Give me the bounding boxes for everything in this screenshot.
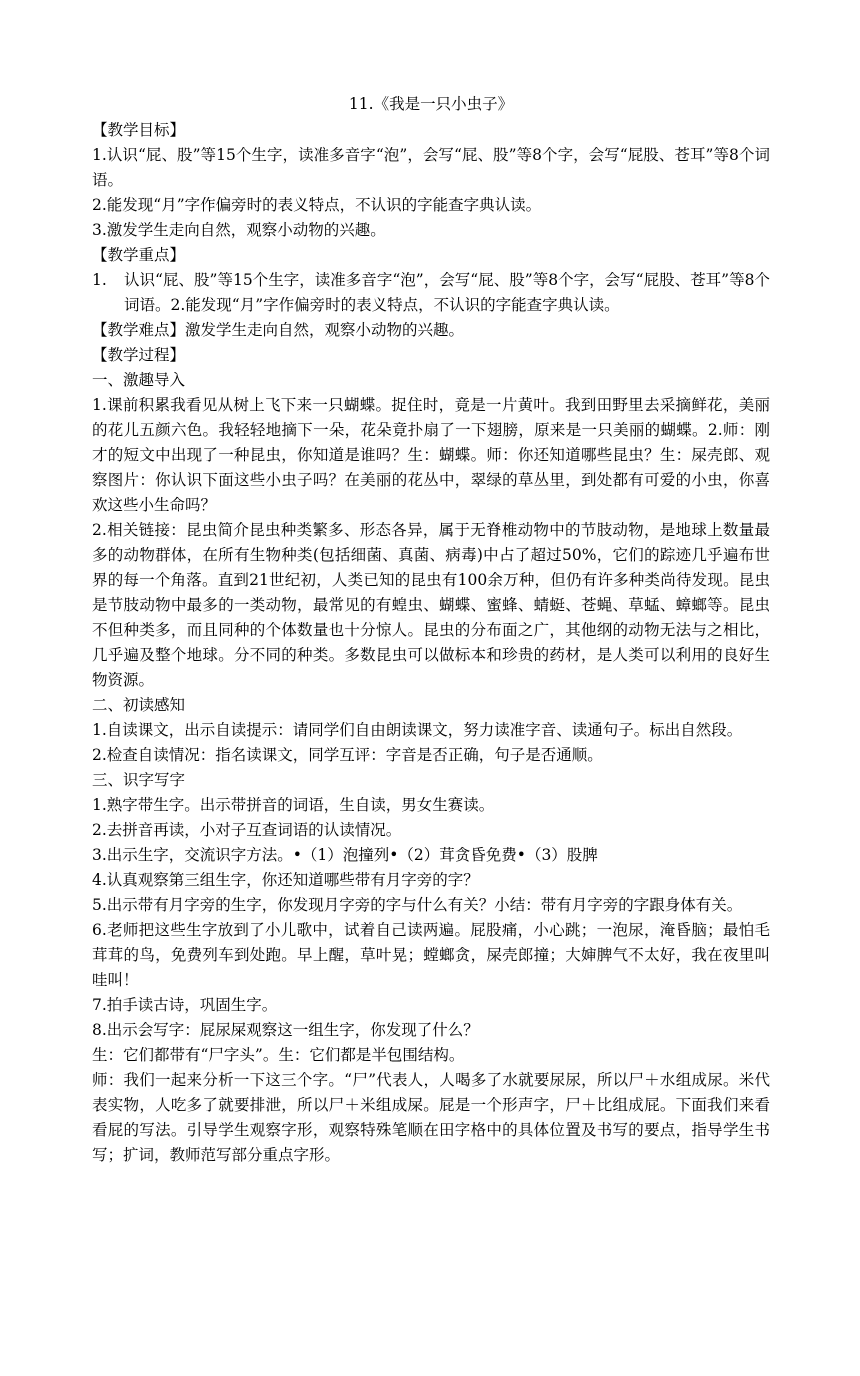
goal-item-2: 2.能发现“月”字作偏旁时的表义特点，不认识的字能查字典认读。 (92, 196, 542, 214)
goal-item-1: 1.认识“屁、股”等15个生字，读准多音字“泡”，会写“屁、股”等8个字，会写“屁股、苍耳”等8个词语。 (92, 146, 770, 189)
section-heading-1: 一、激趣导入 (92, 371, 186, 389)
difficulty-line (92, 318, 770, 343)
paragraph: 4.认真观察第三组生字，你还知道哪些带有月字旁的字？ (92, 871, 479, 889)
key-points-item (92, 268, 770, 318)
goal-item-3: 3.激发学生走向自然，观察小动物的兴趣。 (92, 221, 386, 239)
lesson-title: 11.《我是一只小虫子》 (348, 95, 514, 113)
paragraph: 8.出示会写字：屁尿屎观察这一组生字，你发现了什么？ (92, 1021, 479, 1039)
key-points-text: 认识“屁、股”等15个生字，读准多音字“泡”，会写“屁、股”等8个字，会写“屁股、苍耳”等8个词语。2.能发现“月”字作偏旁时的表义特点，不认识的字能查字典认读。 (124, 271, 770, 314)
section-heading-2: 二、初读感知 (92, 696, 186, 714)
paragraph: 2.检查自读情况：指名读课文，同学互评：字音是否正确，句子是否通顺。 (92, 746, 603, 764)
paragraph: 2.相关链接：昆虫简介昆虫种类繁多、形态各异，属于无脊椎动物中的节肢动物，是地球上数量最多的动物群体，在所有生物种类(包括细菌、真菌、病毒)中占了超过50%，它们的踪迹几乎遍布世界的每一个角落。直到21世纪初，人类已知的昆虫有100余万种，但仍有许多种类尚待发现。昆虫是节肢动物中最多的一类动物，最常见的有蝗虫、蝴蝶、蜜蜂、蜻蜓、苍蝇、草蜢、蟑螂等。昆虫不但种类多，而且同种的个体数量也十分惊人。昆虫的分布面之广，其他纲的动物无法与之相比，几乎遍及整个地球。分不同的种类。多数昆虫可以做标本和珍贵的药材，是人类可以利用的良好生物资源。 (92, 521, 770, 689)
key-points-heading: 【教学重点】 (92, 246, 186, 264)
paragraph: 7.拍手读古诗，巩固生字。 (92, 996, 278, 1014)
paragraph: 1.自读课文，出示自读提示：请同学们自由朗读课文，努力读准字音、读通句子。标出自然段。 (92, 721, 743, 739)
section-heading-3: 三、识字写字 (92, 771, 186, 789)
document-page (92, 92, 770, 1168)
paragraph: 生：它们都带有“尸字头”。生：它们都是半包围结构。 (92, 1046, 465, 1064)
process-heading: 【教学过程】 (92, 346, 186, 364)
goals-heading: 【教学目标】 (92, 121, 186, 139)
key-points-number: 1. (92, 271, 107, 289)
paragraph: 师：我们一起来分析一下这三个字。“尸”代表人，人喝多了水就要尿尿，所以尸＋水组成尿。米代表实物，人吃多了就要排泄，所以尸＋米组成屎。屁是一个形声字，尸＋比组成屁。下面我们来看看屁的写法。引导学生观察字形，观察特殊笔顺在田字格中的具体位置及书写的要点，指导学生书写；扩词，教师范写部分重点字形。 (92, 1071, 770, 1164)
paragraph: 1.课前积累我看见从树上飞下来一只蝴蝶。捉住时，竟是一片黄叶。我到田野里去采摘鲜花，美丽的花儿五颜六色。我轻轻地摘下一朵，花朵竟扑扇了一下翅膀，原来是一只美丽的蝴蝶。2.师：刚才的短文中出现了一种昆虫，你知道是谁吗？生：蝴蝶。师：你还知道哪些昆虫？生：屎壳郎、观察图片：你认识下面这些小虫子吗？在美丽的花丛中，翠绿的草丛里，到处都有可爱的小虫，你喜欢这些小生命吗？ (92, 396, 770, 514)
paragraph: 5.出示带有月字旁的生字，你发现月字旁的字与什么有关？小结：带有月字旁的字跟身体有关。 (92, 896, 743, 914)
paragraph: 1.熟字带生字。出示带拼音的词语，生自读，男女生赛读。 (92, 796, 495, 814)
paragraph: 6.老师把这些生字放到了小儿歌中，试着自己读两遍。屁股痛，小心跳；一泡尿，淹昏脑；最怕毛茸茸的鸟，免费列车到处跑。早上醒，草叶晃；螳螂贪，屎壳郎撞；大婶脾气不太好，我在夜里叫哇叫！ (92, 921, 770, 989)
paragraph: 2.去拼音再读，小对子互查词语的认读情况。 (92, 821, 402, 839)
difficulty-text: 激发学生走向自然，观察小动物的兴趣。 (185, 321, 465, 339)
paragraph: 3.出示生字，交流识字方法。•（1）泡撞列•（2）茸贪昏免费•（3）股脾 (92, 846, 598, 864)
difficulty-heading: 【教学难点】 (92, 321, 186, 339)
